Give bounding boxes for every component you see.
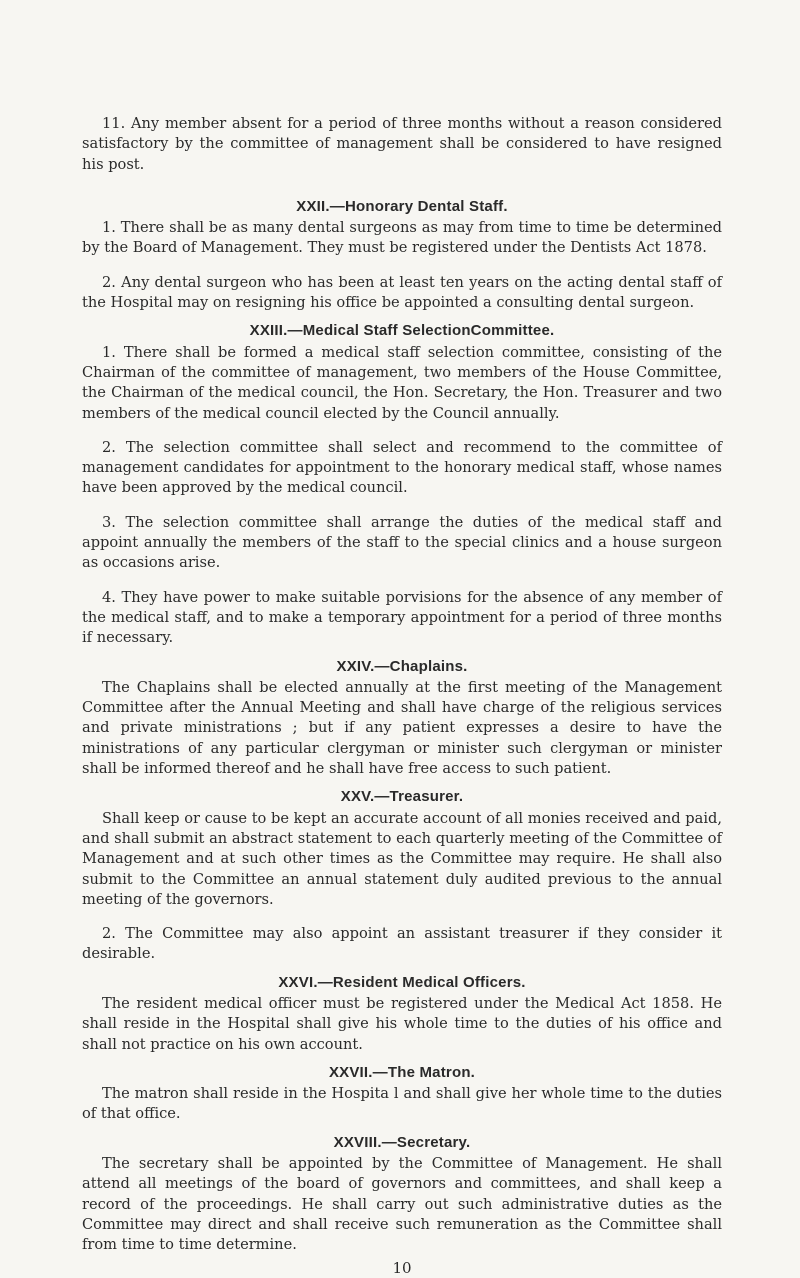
section-chaplains [82, 657, 722, 780]
paragraph: The resident medical officer must be registered under the Medical Act 1858. He shall reside in the Hospital shall give his whole time to the duties of his office and shall not practice on his own account. [82, 994, 722, 1053]
paragraph: 2. The Committee may also appoint an assistant treasurer if they consider it desirable. [82, 925, 722, 963]
paragraph: 2. Any dental surgeon who has been at least ten years on the acting dental staff of the Hospital may on resigning his office be appointed a consulting dental surgeon. [82, 273, 722, 312]
document-page [82, 114, 722, 1278]
section-heading: XXIV.—Chaplains. [336, 657, 468, 675]
paragraph: 4. They have power to make suitable porvisions for the absence of any member of the medical staff, and to make a temporary appointment for a period of three months if necessary. [82, 588, 722, 647]
paragraph: 11. Any member absent for a period of three months without a reason considered satisfactory by the committee of management shall be considered to have resigned his post. [82, 115, 722, 173]
paragraph: 1. There shall be formed a medical staff selection committee, consisting of the Chairman of the committee of management, two members of the House Committee, the Chairman of the medical council, the Hon. Secretary, the Hon. Treasurer and two members of the medical council elected by the Council annually. [82, 343, 722, 422]
clause-11 [82, 114, 722, 175]
paragraph: The secretary shall be appointed by the Committee of Management. He shall attend all meetings of the board of governors and committees, and shall keep a record of the proceedings. He shall carry out such administrative duties as the Committee may direct and shall receive such remuneration as the Committee shall from time to time determine. [82, 1155, 722, 1254]
paragraph: 3. The selection committee shall arrange the duties of the medical staff and appoint annually the members of the staff to the special clinics and a house surgeon as occasions arise. [82, 513, 722, 572]
paragraph: 1. There shall be as many dental surgeons as may from time to time be determined by the Board of Management. They must be registered under the Dentists Act 1878. [82, 219, 722, 257]
section-heading: XXIII.—Medical Staff SelectionCommittee. [249, 322, 555, 340]
section-heading: XXV.—Treasurer. [340, 788, 464, 806]
section-heading: XXVIII.—Secretary. [333, 1133, 471, 1151]
paragraph: The Chaplains shall be elected annually at the first meeting of the Management Committee after the Annual Meeting and shall have charge of the religious services and private ministrations ; but if any patient expresses a desire to have the ministrations of any particular clergyman or minister such clergyman or minister shall be informed thereof and he shall have free access to such patient. [82, 678, 722, 778]
paragraph: The matron shall reside in the Hospita l and shall give her whole time to the duties of that office. [82, 1085, 722, 1123]
section-heading: XXVII.—The Matron. [328, 1063, 476, 1081]
paragraph: Shall keep or cause to be kept an accurate account of all monies received and paid, and shall submit an abstract statement to each quarterly meeting of the Committee of Management and at such other times as the Committee may require. He shall also submit to the Committee an annual statement duly audited previous to the annual meeting of the governors. [82, 809, 722, 908]
section-resident-medical-officers [82, 973, 722, 1055]
section-medical-staff-selection-committee [82, 321, 722, 648]
paragraph: 2. The selection committee shall select and recommend to the committee of management candidates for appointment to the honorary medical staff, whose names have been approved by the medical council. [82, 438, 722, 497]
page-number: 10 [392, 1258, 412, 1277]
section-secretary [82, 1133, 722, 1256]
section-honorary-dental-staff [82, 197, 722, 313]
section-heading: XXVI.—Resident Medical Officers. [278, 973, 526, 991]
section-matron [82, 1063, 722, 1125]
section-heading: XXII.—Honorary Dental Staff. [296, 197, 508, 215]
section-treasurer [82, 787, 722, 964]
